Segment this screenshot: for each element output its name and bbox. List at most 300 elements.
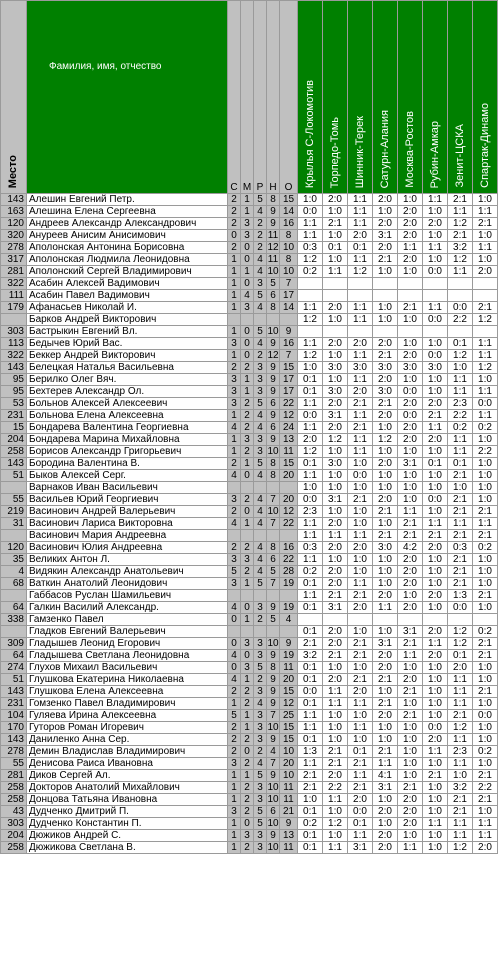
table-row bbox=[1, 746, 498, 758]
score-cell: 0:2 bbox=[473, 626, 498, 638]
place-cell: 309 bbox=[1, 638, 27, 650]
stat-cell: 10 bbox=[267, 326, 279, 337]
score-cell: 2:0 bbox=[398, 578, 423, 590]
score-cell: 1:1 bbox=[348, 530, 373, 542]
score-cell: 1:0 bbox=[398, 194, 423, 206]
place-cell: 43 bbox=[1, 806, 27, 818]
score-cell: 1:2 bbox=[298, 350, 323, 362]
table-row bbox=[1, 482, 498, 494]
place-cell: 258 bbox=[1, 446, 27, 458]
place-cell: 179 bbox=[1, 302, 27, 314]
score-cell: 1:1 bbox=[448, 734, 473, 746]
score-cell: 2:1 bbox=[473, 686, 498, 698]
score-cell: 1:1 bbox=[448, 758, 473, 770]
score-cell bbox=[398, 326, 423, 338]
score-cell: 1:1 bbox=[298, 398, 323, 410]
stat-cell: 7 bbox=[280, 350, 298, 362]
score-cell: 1:1 bbox=[448, 266, 473, 278]
score-cell: 1:0 bbox=[398, 470, 423, 482]
stat-cell: 2 bbox=[228, 458, 241, 470]
stat-cell: 2 bbox=[254, 674, 267, 686]
stat-cell: 2 bbox=[228, 506, 241, 518]
table-row bbox=[1, 686, 498, 698]
score-cell: 2:0 bbox=[373, 830, 398, 842]
score-cell: 1:1 bbox=[423, 242, 448, 254]
place-cell bbox=[1, 530, 27, 542]
header-row bbox=[1, 1, 498, 194]
stat-cell: 20 bbox=[280, 758, 298, 770]
score-cell: 2:1 bbox=[398, 782, 423, 794]
score-cell: 2:1 bbox=[348, 422, 373, 434]
stat-cell bbox=[241, 314, 254, 326]
stat-cell: 3 bbox=[228, 554, 241, 566]
stat-cell bbox=[241, 590, 254, 602]
stat-cell: 8 bbox=[267, 458, 280, 470]
score-cell: 2:0 bbox=[423, 434, 448, 446]
stat-cell: 4 bbox=[228, 422, 241, 434]
score-cell: 1:0 bbox=[323, 374, 348, 386]
score-cell: 1:0 bbox=[398, 770, 423, 782]
stat-cell: 13 bbox=[280, 830, 298, 842]
stat-cell: 22 bbox=[280, 518, 298, 530]
stat-cell: 5 bbox=[254, 818, 267, 830]
score-cell: 1:0 bbox=[423, 566, 448, 578]
stat-cell: 0 bbox=[241, 818, 254, 830]
score-cell: 2:1 bbox=[298, 770, 323, 782]
stat-cell: 2 bbox=[241, 698, 254, 710]
score-cell: 1:0 bbox=[473, 230, 498, 242]
score-cell: 1:1 bbox=[473, 338, 498, 350]
score-cell: 2:1 bbox=[323, 758, 348, 770]
table-row bbox=[1, 398, 498, 410]
stat-cell: 0 bbox=[241, 326, 254, 338]
stat-cell: 2 bbox=[254, 230, 267, 242]
score-cell: 2:1 bbox=[448, 566, 473, 578]
score-cell: 2:0 bbox=[373, 338, 398, 350]
score-cell: 1:1 bbox=[298, 710, 323, 722]
stat-cell: 0 bbox=[241, 746, 254, 758]
score-cell: 1:2 bbox=[473, 362, 498, 374]
score-cell: 2:0 bbox=[398, 794, 423, 806]
name-cell: Алешина Елена Сергеевна bbox=[27, 206, 228, 218]
stat-cell: 7 bbox=[267, 758, 280, 770]
stat-cell bbox=[267, 314, 280, 326]
score-cell: 0:0 bbox=[298, 494, 323, 506]
stat-cell: 5 bbox=[267, 614, 280, 626]
score-cell: 1:2 bbox=[448, 254, 473, 266]
stat-cell: 16 bbox=[280, 218, 298, 230]
stat-cell: 2 bbox=[254, 614, 267, 626]
stat-cell: 2 bbox=[241, 398, 254, 410]
score-cell: 2:0 bbox=[398, 422, 423, 434]
name-cell: Афанасьев Николай И. bbox=[27, 302, 228, 314]
score-cell: 1:1 bbox=[423, 194, 448, 206]
score-cell: 2:0 bbox=[373, 242, 398, 254]
score-cell: 1:1 bbox=[348, 698, 373, 710]
name-cell: Бондарева Валентина Георгиевна bbox=[27, 422, 228, 434]
place-cell: 322 bbox=[1, 350, 27, 362]
score-cell: 1:3 bbox=[448, 590, 473, 602]
score-cell: 2:1 bbox=[473, 638, 498, 650]
score-cell: 2:0 bbox=[323, 422, 348, 434]
stat-cell: 10 bbox=[280, 266, 298, 278]
score-cell: 1:1 bbox=[298, 230, 323, 242]
name-cell: Барков Андрей Викторович bbox=[27, 314, 228, 326]
score-cell: 1:0 bbox=[473, 434, 498, 446]
score-cell bbox=[348, 290, 373, 302]
score-cell: 2:1 bbox=[473, 530, 498, 542]
stat-cell: 5 bbox=[254, 326, 267, 338]
score-cell: 4:2 bbox=[398, 542, 423, 554]
score-cell: 1:0 bbox=[398, 266, 423, 278]
stat-cell: 1 bbox=[241, 710, 254, 722]
score-cell: 2:0 bbox=[373, 218, 398, 230]
score-cell: 2:0 bbox=[373, 410, 398, 422]
stat-cell bbox=[280, 626, 298, 638]
stat-cell: 21 bbox=[280, 806, 298, 818]
score-cell: 1:1 bbox=[398, 842, 423, 854]
score-cell: 1:0 bbox=[423, 602, 448, 614]
score-cell: 1:0 bbox=[423, 446, 448, 458]
name-cell: Гуляева Ирина Алексеевна bbox=[27, 710, 228, 722]
score-cell: 1:0 bbox=[473, 806, 498, 818]
score-cell: 1:0 bbox=[373, 734, 398, 746]
score-cell: 0:1 bbox=[423, 458, 448, 470]
score-cell: 1:0 bbox=[323, 482, 348, 494]
stat-cell: 1 bbox=[241, 614, 254, 626]
stat-cell bbox=[241, 626, 254, 638]
score-cell: 0:0 bbox=[348, 806, 373, 818]
score-cell: 2:0 bbox=[423, 398, 448, 410]
score-cell: 0:0 bbox=[473, 398, 498, 410]
score-cell: 2:1 bbox=[448, 530, 473, 542]
stat-cell: 5 bbox=[254, 662, 267, 674]
stat-cell: 3 bbox=[241, 434, 254, 446]
place-cell: 64 bbox=[1, 650, 27, 662]
score-cell: 2:0 bbox=[348, 338, 373, 350]
stat-cell: 4 bbox=[228, 470, 241, 482]
score-cell: 2:1 bbox=[448, 806, 473, 818]
place-cell: 143 bbox=[1, 458, 27, 470]
score-cell: 1:0 bbox=[423, 482, 448, 494]
score-cell: 1:0 bbox=[398, 830, 423, 842]
score-cell: 2:0 bbox=[348, 794, 373, 806]
place-cell: 51 bbox=[1, 470, 27, 482]
score-cell: 2:0 bbox=[423, 218, 448, 230]
stat-header: М bbox=[241, 1, 254, 194]
table-row bbox=[1, 830, 498, 842]
stat-cell: 4 bbox=[254, 410, 267, 422]
name-cell: Дюжиков Андрей С. bbox=[27, 830, 228, 842]
score-cell: 1:1 bbox=[348, 194, 373, 206]
stat-cell: 1 bbox=[228, 830, 241, 842]
score-cell: 1:0 bbox=[473, 602, 498, 614]
place-cell: 204 bbox=[1, 434, 27, 446]
score-cell: 1:1 bbox=[398, 650, 423, 662]
score-cell: 2:1 bbox=[448, 230, 473, 242]
score-cell: 2:0 bbox=[323, 338, 348, 350]
score-cell: 2:0 bbox=[398, 554, 423, 566]
score-cell: 3:0 bbox=[323, 386, 348, 398]
stat-cell: 17 bbox=[280, 386, 298, 398]
place-cell: 31 bbox=[1, 518, 27, 530]
score-cell: 2:1 bbox=[348, 782, 373, 794]
name-cell: Васинович Юлия Андреевна bbox=[27, 542, 228, 554]
stat-cell: 6 bbox=[267, 554, 280, 566]
score-cell: 1:1 bbox=[323, 686, 348, 698]
stat-cell: 20 bbox=[280, 494, 298, 506]
match-header: Спартак-Динамо bbox=[473, 1, 498, 194]
score-cell: 1:2 bbox=[298, 254, 323, 266]
table-row bbox=[1, 278, 498, 290]
score-cell: 1:0 bbox=[323, 710, 348, 722]
score-cell: 1:0 bbox=[423, 842, 448, 854]
score-cell: 1:1 bbox=[348, 314, 373, 326]
score-cell: 0:1 bbox=[323, 242, 348, 254]
score-cell: 2:0 bbox=[398, 806, 423, 818]
stat-header: Р bbox=[254, 1, 267, 194]
score-cell: 0:1 bbox=[448, 338, 473, 350]
table-row bbox=[1, 470, 498, 482]
name-cell: Диков Сергей Ал. bbox=[27, 770, 228, 782]
score-cell: 1:1 bbox=[298, 218, 323, 230]
stat-cell: 20 bbox=[280, 674, 298, 686]
name-cell: Аполонская Антонина Борисовна bbox=[27, 242, 228, 254]
stat-cell: 4 bbox=[228, 674, 241, 686]
stat-cell: 12 bbox=[280, 506, 298, 518]
score-cell: 1:0 bbox=[473, 194, 498, 206]
stat-cell: 3 bbox=[228, 398, 241, 410]
place-cell: 120 bbox=[1, 218, 27, 230]
stat-cell: 10 bbox=[267, 506, 279, 517]
score-cell: 2:3 bbox=[448, 746, 473, 758]
score-cell: 1:0 bbox=[473, 758, 498, 770]
stat-cell: 10 bbox=[267, 446, 279, 457]
stat-cell: 1 bbox=[241, 770, 254, 782]
score-cell: 2:1 bbox=[448, 494, 473, 506]
score-cell: 2:1 bbox=[373, 254, 398, 266]
score-cell: 1:0 bbox=[348, 482, 373, 494]
stat-cell: 2 bbox=[241, 794, 254, 806]
stat-cell: 8 bbox=[280, 230, 298, 242]
stat-header: О bbox=[280, 1, 298, 194]
stat-cell: 0 bbox=[241, 278, 254, 290]
stat-cell: 1 bbox=[228, 290, 241, 302]
place-cell: 143 bbox=[1, 686, 27, 698]
score-cell bbox=[323, 278, 348, 290]
score-cell: 1:2 bbox=[348, 266, 373, 278]
table-row bbox=[1, 338, 498, 350]
score-cell: 1:1 bbox=[373, 758, 398, 770]
table-row bbox=[1, 770, 498, 782]
score-cell: 2:1 bbox=[373, 506, 398, 518]
stat-cell: 0 bbox=[228, 614, 241, 626]
score-cell: 1:0 bbox=[373, 626, 398, 638]
name-cell: Ваткин Анатолий Леонидович bbox=[27, 578, 228, 590]
name-cell: Видякин Александр Анатольевич bbox=[27, 566, 228, 578]
table-row bbox=[1, 626, 498, 638]
place-cell: 303 bbox=[1, 326, 27, 338]
score-cell: 1:1 bbox=[448, 446, 473, 458]
score-cell: 2:1 bbox=[373, 698, 398, 710]
score-cell: 0:1 bbox=[298, 602, 323, 614]
score-cell: 1:1 bbox=[473, 350, 498, 362]
score-cell: 2:0 bbox=[448, 662, 473, 674]
stat-cell: 5 bbox=[254, 194, 267, 206]
score-cell: 1:0 bbox=[448, 482, 473, 494]
stat-cell: 12 bbox=[280, 698, 298, 710]
stat-cell: 5 bbox=[267, 566, 280, 578]
score-cell: 3:1 bbox=[398, 626, 423, 638]
score-cell: 1:1 bbox=[348, 722, 373, 734]
score-cell: 2:0 bbox=[373, 842, 398, 854]
name-cell: Беккер Андрей Викторович bbox=[27, 350, 228, 362]
place-cell: 163 bbox=[1, 206, 27, 218]
score-cell: 1:0 bbox=[398, 590, 423, 602]
score-cell: 1:0 bbox=[323, 734, 348, 746]
stat-cell: 1 bbox=[241, 674, 254, 686]
name-cell: Аполонская Людмила Леонидовна bbox=[27, 254, 228, 266]
score-cell: 2:1 bbox=[348, 590, 373, 602]
score-cell: 1:0 bbox=[323, 722, 348, 734]
score-cell: 2:0 bbox=[398, 206, 423, 218]
stat-cell: 3 bbox=[241, 638, 254, 650]
name-cell: Алешин Евгений Петр. bbox=[27, 194, 228, 206]
score-cell: 1:0 bbox=[373, 302, 398, 314]
stat-cell: 0 bbox=[228, 638, 241, 650]
stat-cell bbox=[228, 626, 241, 638]
score-cell: 1:1 bbox=[348, 302, 373, 314]
score-cell: 1:0 bbox=[423, 674, 448, 686]
stat-cell: 2 bbox=[241, 542, 254, 554]
score-cell: 0:0 bbox=[448, 602, 473, 614]
score-cell: 1:0 bbox=[473, 578, 498, 590]
place-cell: 64 bbox=[1, 602, 27, 614]
table-row bbox=[1, 638, 498, 650]
stat-cell: 2 bbox=[228, 746, 241, 758]
score-cell: 3:1 bbox=[373, 638, 398, 650]
table-row bbox=[1, 614, 498, 626]
stat-cell: 3 bbox=[241, 662, 254, 674]
place-cell: 274 bbox=[1, 662, 27, 674]
score-cell bbox=[373, 326, 398, 338]
stat-cell: 2 bbox=[228, 194, 241, 206]
stat-cell: 4 bbox=[254, 758, 267, 770]
score-cell: 2:1 bbox=[398, 638, 423, 650]
score-cell: 0:1 bbox=[298, 458, 323, 470]
stat-cell: 4 bbox=[241, 290, 254, 302]
score-cell: 1:1 bbox=[298, 302, 323, 314]
stat-cell bbox=[267, 590, 280, 602]
stat-cell: 2 bbox=[241, 734, 254, 746]
score-cell: 0:1 bbox=[448, 650, 473, 662]
score-cell: 2:1 bbox=[473, 302, 498, 314]
score-cell: 1:0 bbox=[473, 458, 498, 470]
table-row bbox=[1, 782, 498, 794]
score-cell: 1:0 bbox=[298, 194, 323, 206]
name-cell: Гуторов Роман Игоревич bbox=[27, 722, 228, 734]
stat-cell: 16 bbox=[280, 338, 298, 350]
score-cell: 1:1 bbox=[298, 530, 323, 542]
score-cell: 2:1 bbox=[323, 590, 348, 602]
score-cell bbox=[348, 278, 373, 290]
place-cell: 278 bbox=[1, 242, 27, 254]
place-cell: 51 bbox=[1, 674, 27, 686]
score-cell: 0:1 bbox=[448, 458, 473, 470]
table-row bbox=[1, 722, 498, 734]
score-cell: 1:0 bbox=[423, 578, 448, 590]
score-cell: 1:1 bbox=[473, 386, 498, 398]
stat-cell: 8 bbox=[267, 542, 280, 554]
score-cell: 1:0 bbox=[398, 314, 423, 326]
stat-cell: 3 bbox=[254, 386, 267, 398]
stat-cell: 6 bbox=[267, 290, 280, 302]
score-cell: 1:0 bbox=[423, 758, 448, 770]
place-cell: 104 bbox=[1, 710, 27, 722]
name-cell: Белецкая Наталья Васильевна bbox=[27, 362, 228, 374]
table-row bbox=[1, 230, 498, 242]
stat-cell: 1 bbox=[241, 194, 254, 206]
table-row bbox=[1, 254, 498, 266]
stat-cell: 11 bbox=[280, 662, 298, 674]
score-cell: 1:0 bbox=[373, 422, 398, 434]
score-cell: 1:2 bbox=[448, 218, 473, 230]
score-cell: 1:3 bbox=[298, 746, 323, 758]
stat-cell: 10 bbox=[267, 638, 279, 649]
score-cell: 1:1 bbox=[323, 698, 348, 710]
score-cell: 1:1 bbox=[448, 206, 473, 218]
table-row bbox=[1, 662, 498, 674]
score-cell: 2:1 bbox=[473, 506, 498, 518]
stat-cell: 4 bbox=[254, 518, 267, 530]
stat-cell: 28 bbox=[280, 566, 298, 578]
score-cell: 1:0 bbox=[323, 830, 348, 842]
score-cell: 1:1 bbox=[323, 530, 348, 542]
score-cell: 1:1 bbox=[348, 254, 373, 266]
stat-cell: 19 bbox=[280, 650, 298, 662]
stat-cell: 0 bbox=[241, 338, 254, 350]
score-cell: 0:1 bbox=[298, 578, 323, 590]
stat-cell: 9 bbox=[267, 770, 280, 782]
score-cell: 1:0 bbox=[423, 698, 448, 710]
stat-cell: 2 bbox=[228, 242, 241, 254]
stat-cell: 1 bbox=[228, 698, 241, 710]
score-cell bbox=[473, 614, 498, 626]
place-cell: 231 bbox=[1, 698, 27, 710]
match-header: Торпедо-Томь bbox=[323, 1, 348, 194]
table-row bbox=[1, 362, 498, 374]
stat-cell: 1 bbox=[228, 794, 241, 806]
score-cell: 0:1 bbox=[298, 806, 323, 818]
score-cell: 2:0 bbox=[398, 218, 423, 230]
score-cell bbox=[323, 326, 348, 338]
score-cell: 2:1 bbox=[298, 638, 323, 650]
score-cell: 1:1 bbox=[448, 698, 473, 710]
stat-cell: 2 bbox=[241, 686, 254, 698]
score-cell bbox=[473, 278, 498, 290]
table-row bbox=[1, 674, 498, 686]
name-cell: Гладков Евгений Валерьевич bbox=[27, 626, 228, 638]
score-cell: 1:0 bbox=[348, 566, 373, 578]
stat-cell: 9 bbox=[280, 638, 298, 650]
table-row bbox=[1, 698, 498, 710]
score-cell: 0:1 bbox=[348, 746, 373, 758]
stat-cell: 0 bbox=[241, 254, 254, 266]
score-cell: 1:0 bbox=[373, 470, 398, 482]
score-cell: 1:1 bbox=[298, 590, 323, 602]
stat-cell: 3 bbox=[254, 734, 267, 746]
name-cell: Галкин Василий Александр. bbox=[27, 602, 228, 614]
